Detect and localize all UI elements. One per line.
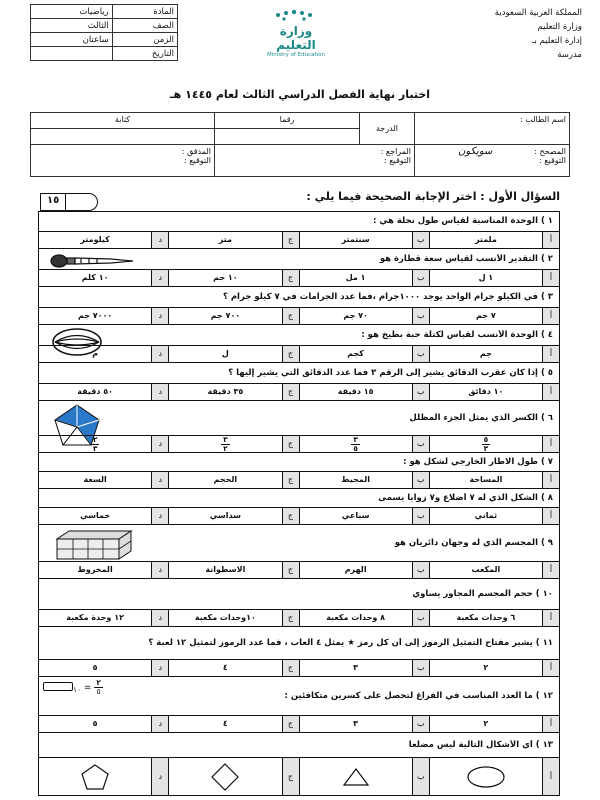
sign-label: التوقيع : bbox=[184, 156, 211, 165]
option-text: المكعب bbox=[471, 565, 501, 574]
option-letter: ج bbox=[282, 436, 299, 452]
options-row bbox=[39, 659, 559, 676]
option-text: ٢ bbox=[483, 663, 489, 672]
question-text: الشكل الذي له ٧ أضلاع و٧ زوايا يسمى bbox=[378, 492, 538, 503]
option-letter: ج bbox=[282, 562, 299, 578]
option-text: الاسطوانة bbox=[205, 565, 246, 574]
option-text: سنتمتر bbox=[341, 235, 370, 244]
question-stem: ٢ ) التقدير الأنسب لقياس سعة قطارة هو bbox=[379, 253, 553, 264]
option-text: ملمتر bbox=[474, 235, 497, 244]
school-name: مدرسة bbox=[557, 50, 582, 60]
answer-option[interactable] bbox=[168, 562, 298, 578]
option-letter: أ bbox=[542, 610, 559, 626]
option-fraction bbox=[39, 436, 151, 452]
question-text: الكسر الذي يمثل الجزء المظلل bbox=[409, 412, 538, 423]
question-row bbox=[39, 732, 559, 795]
answer-option[interactable] bbox=[429, 436, 559, 452]
question-number: ٥ bbox=[547, 367, 553, 378]
option-text: جم bbox=[479, 349, 492, 358]
blank-box[interactable] bbox=[43, 682, 73, 691]
section-title: السؤال الأول : اختر الإجابة الصحيحة فيما يلي : bbox=[306, 190, 560, 203]
answer-option[interactable] bbox=[39, 610, 168, 626]
option-letter: د bbox=[151, 308, 168, 324]
option-letter: أ bbox=[542, 660, 559, 676]
options-row bbox=[39, 345, 559, 362]
question-number: ٨ bbox=[547, 492, 553, 503]
answer-option[interactable] bbox=[299, 232, 429, 248]
option-text: السعة bbox=[83, 475, 107, 484]
ministry-name: وزارة التعليم bbox=[537, 22, 582, 32]
question-number: ١٣ bbox=[542, 739, 553, 750]
option-letter: ج bbox=[282, 384, 299, 400]
words-cell[interactable] bbox=[31, 129, 215, 145]
option-letter: د bbox=[151, 346, 168, 362]
answer-option[interactable] bbox=[168, 232, 298, 248]
option-letter: أ bbox=[542, 716, 559, 732]
option-text: ٨ وحدات مكعبة bbox=[326, 613, 386, 622]
answer-option[interactable] bbox=[39, 758, 168, 795]
option-text: ٢ bbox=[483, 719, 489, 728]
question-text: المجسم الذي له وجهان دائريان هو bbox=[394, 537, 538, 548]
student-name-label[interactable]: اسم الطالب : bbox=[415, 113, 570, 145]
question-stem: ٤ ) الوحدة الأنسب لقياس لكتلة حبة بطيخ هو : bbox=[361, 329, 553, 340]
option-letter: ب bbox=[412, 562, 429, 578]
option-letter: ج bbox=[282, 716, 299, 732]
question-stem: ١٢ ) ما العدد المناسب في الفراغ لتحصل على كسرين متكافئين : bbox=[284, 690, 553, 701]
question-text: الوحدة الأنسب لقياس لكتلة حبة بطيخ هو : bbox=[361, 329, 538, 340]
score-box bbox=[40, 193, 98, 211]
option-letter: ب bbox=[412, 436, 429, 452]
answer-option[interactable] bbox=[429, 660, 559, 676]
equation-fraction-right bbox=[94, 679, 103, 696]
options-row bbox=[39, 307, 559, 324]
answer-option[interactable] bbox=[299, 716, 429, 732]
question-row bbox=[39, 400, 559, 452]
sign-label: التوقيع : bbox=[539, 156, 566, 165]
question-row bbox=[39, 362, 559, 400]
option-text: ١٥ دقيقة bbox=[337, 387, 374, 396]
equation-fraction-left bbox=[43, 682, 81, 694]
answer-option[interactable] bbox=[168, 270, 298, 286]
question-row bbox=[39, 578, 559, 626]
question-stem: ١ ) الوحدة المناسبة لقياس طول نحلة هي : bbox=[373, 215, 553, 226]
question-stem: ٧ ) طول الاطار الخارجي لشكل هو : bbox=[403, 456, 553, 467]
answer-option[interactable] bbox=[168, 716, 298, 732]
corrector-label: المصحح : bbox=[534, 147, 566, 156]
ministry-logo bbox=[258, 4, 334, 58]
equation-num: ٢ bbox=[96, 678, 101, 687]
reviewer-label: المراجع : bbox=[380, 147, 411, 156]
info-row bbox=[31, 19, 178, 33]
question-text: طول الاطار الخارجي لشكل هو : bbox=[403, 456, 538, 467]
option-text: ١٠ دقائق bbox=[468, 387, 504, 396]
question-row bbox=[39, 212, 559, 248]
question-number: ٧ bbox=[547, 456, 553, 467]
option-letter: أ bbox=[542, 508, 559, 524]
option-letter: ب bbox=[412, 508, 429, 524]
fraction-equation: ١٠ = $\frac{٢}{٥}$ bbox=[43, 679, 139, 696]
reviewer-cell bbox=[215, 145, 415, 177]
header-institution bbox=[495, 6, 582, 62]
answer-option[interactable] bbox=[299, 270, 429, 286]
option-letter: د bbox=[151, 270, 168, 286]
option-letter: أ bbox=[542, 758, 559, 795]
question-text: في الكيلو جرام الواحد يوجد ١٠٠٠جرام ،فما عدد الجرامات في ٧ كيلو جرام ؟ bbox=[222, 291, 538, 302]
option-text: م bbox=[92, 349, 99, 358]
answer-option[interactable] bbox=[39, 436, 168, 452]
answer-option[interactable] bbox=[168, 346, 298, 362]
option-letter: د bbox=[151, 508, 168, 524]
option-text: ٥ bbox=[92, 663, 98, 672]
question-number: ٦ bbox=[547, 412, 553, 423]
option-text: خماسي bbox=[80, 511, 111, 520]
option-fraction bbox=[169, 436, 281, 452]
cubes-icon bbox=[43, 527, 139, 561]
question-number: ٣ bbox=[547, 291, 553, 302]
option-letter: د bbox=[151, 758, 168, 795]
logo-english-text: Ministry of Education bbox=[266, 52, 325, 58]
option-letter: ج bbox=[282, 508, 299, 524]
option-letter: د bbox=[151, 436, 168, 452]
option-letter: ب bbox=[412, 346, 429, 362]
option-text: ٧٠ جم bbox=[343, 311, 368, 320]
answer-option[interactable] bbox=[299, 436, 429, 452]
option-text: ١ مل bbox=[345, 273, 366, 282]
option-text: المحيط bbox=[341, 475, 370, 484]
question-row bbox=[39, 676, 559, 732]
question-number: ١ bbox=[547, 215, 553, 226]
answer-option[interactable] bbox=[429, 508, 559, 524]
option-text: ١٠ جم bbox=[213, 273, 238, 282]
checker-label: المدقق : bbox=[181, 147, 211, 156]
logo-arabic-text: وزارة التعليم bbox=[276, 24, 316, 52]
question-number: ١٢ bbox=[542, 690, 553, 701]
option-letter: أ bbox=[542, 384, 559, 400]
option-letter: أ bbox=[542, 562, 559, 578]
option-text: ٥٠ دقيقة bbox=[77, 387, 114, 396]
question-row bbox=[39, 452, 559, 488]
answer-option[interactable] bbox=[429, 472, 559, 488]
option-letter: ب bbox=[412, 232, 429, 248]
info-value: رياضيات bbox=[31, 5, 113, 19]
info-value: ساعتان bbox=[31, 33, 113, 47]
info-label: المادة bbox=[112, 5, 177, 19]
answer-option[interactable] bbox=[429, 308, 559, 324]
score-value: ١٥ bbox=[47, 195, 60, 206]
option-letter: ج bbox=[282, 660, 299, 676]
answer-option[interactable] bbox=[168, 384, 298, 400]
option-text: ٤ bbox=[222, 663, 228, 672]
question-stem: ١٣ ) أي الأشكال التالية ليس مضلعا bbox=[408, 739, 553, 750]
fraction-numerator: ٣ bbox=[223, 435, 228, 444]
question-text: أي الأشكال التالية ليس مضلعا bbox=[408, 739, 533, 750]
option-letter: ج bbox=[282, 610, 299, 626]
admin-name: إدارة التعليم بـ bbox=[532, 36, 582, 46]
option-letter: د bbox=[151, 384, 168, 400]
option-letter: ب bbox=[412, 472, 429, 488]
option-text: كيلومتر bbox=[80, 235, 110, 244]
question-number: ٢ bbox=[547, 253, 553, 264]
question-text: التقدير الأنسب لقياس سعة قطارة هو bbox=[379, 253, 538, 264]
question-text: ما العدد المناسب في الفراغ لتحصل على كسرين متكافئين : bbox=[284, 690, 533, 701]
option-letter: ب bbox=[412, 308, 429, 324]
option-letter: ج bbox=[282, 758, 299, 795]
answer-option[interactable] bbox=[39, 472, 168, 488]
option-text: ١٠ كلم bbox=[81, 273, 109, 282]
option-text: ٤ bbox=[222, 719, 228, 728]
answer-option[interactable] bbox=[429, 610, 559, 626]
question-stem: ٣ ) في الكيلو جرام الواحد يوجد ١٠٠٠جرام ،فما عدد الجرامات في ٧ كيلو جرام ؟ bbox=[222, 291, 553, 302]
info-row bbox=[31, 5, 178, 19]
answer-option[interactable] bbox=[39, 232, 168, 248]
student-info-table bbox=[30, 112, 570, 177]
checker-cell bbox=[31, 145, 215, 177]
options-row bbox=[39, 609, 559, 626]
option-letter: ج bbox=[282, 232, 299, 248]
option-text: سداسي bbox=[209, 511, 241, 520]
option-letter: أ bbox=[542, 346, 559, 362]
option-letter: ب bbox=[412, 660, 429, 676]
option-fraction bbox=[300, 436, 412, 452]
option-text: كجم bbox=[347, 349, 364, 358]
option-letter: أ bbox=[542, 436, 559, 452]
exam-title: اختبار نهاية الفصل الدراسي الثالث لعام ١٤٤٥ هـ bbox=[169, 88, 431, 101]
pentagon-icon bbox=[39, 758, 151, 795]
question-text: يشير مفتاح التمثيل الرموز إلى أن كل رمز ★ يمثل ٤ ألعاب ، فما عدد الرموز لتمثيل ١٢ لعبة ؟ bbox=[148, 637, 533, 648]
option-text: المساحة bbox=[469, 475, 503, 484]
answer-option[interactable] bbox=[429, 758, 559, 795]
questions-frame bbox=[38, 211, 560, 796]
option-text: سباعي bbox=[341, 511, 370, 520]
digits-label: رقما bbox=[215, 113, 360, 129]
question-text: حجم المجسم المجاور يساوي bbox=[412, 588, 533, 599]
fraction-denominator: ٣ bbox=[483, 444, 489, 453]
answer-option[interactable] bbox=[429, 346, 559, 362]
answer-option[interactable] bbox=[299, 384, 429, 400]
answer-option[interactable] bbox=[39, 508, 168, 524]
answer-option[interactable] bbox=[168, 758, 298, 795]
corrector-cell bbox=[415, 145, 570, 177]
answer-option[interactable] bbox=[168, 436, 298, 452]
answer-option[interactable] bbox=[299, 472, 429, 488]
answer-option[interactable] bbox=[168, 610, 298, 626]
answer-option[interactable] bbox=[168, 508, 298, 524]
option-text: ٥ bbox=[92, 719, 98, 728]
option-text: ٣٥ دقيقة bbox=[207, 387, 244, 396]
rhombus-icon bbox=[169, 758, 281, 795]
answer-option[interactable] bbox=[168, 660, 298, 676]
answer-option[interactable] bbox=[429, 232, 559, 248]
option-letter: ج bbox=[282, 346, 299, 362]
answer-option[interactable] bbox=[39, 270, 168, 286]
options-row bbox=[39, 561, 559, 578]
option-letter: د bbox=[151, 716, 168, 732]
info-label: الزمن bbox=[112, 33, 177, 47]
question-stem: ٥ ) إذا كان عقرب الدقائق يشير إلى الرقم ٣ فما عدد الدقائق التي يشير إليها ؟ bbox=[228, 367, 553, 378]
answer-option[interactable] bbox=[39, 562, 168, 578]
answer-option[interactable] bbox=[299, 562, 429, 578]
option-text: ٧ جم bbox=[476, 311, 496, 320]
option-letter: ج bbox=[282, 270, 299, 286]
option-text: ل bbox=[221, 349, 229, 358]
option-letter: د bbox=[151, 660, 168, 676]
info-row bbox=[31, 47, 178, 61]
options-row bbox=[39, 231, 559, 248]
options-row bbox=[39, 435, 559, 452]
option-text: ٧٠٠ جم bbox=[210, 311, 241, 320]
question-stem: ١١ ) يشير مفتاح التمثيل الرموز إلى أن كل رمز ★ يمثل ٤ ألعاب ، فما عدد الرموز لتمثيل ١٢ لعبة ؟ bbox=[148, 637, 553, 648]
info-label: الصف bbox=[112, 19, 177, 33]
sign-label: التوقيع : bbox=[384, 156, 411, 165]
triangle-icon bbox=[300, 758, 412, 795]
option-fraction bbox=[430, 436, 542, 452]
answer-option[interactable] bbox=[168, 472, 298, 488]
fraction-denominator: ٥ bbox=[353, 444, 358, 453]
question-row bbox=[39, 286, 559, 324]
fraction-numerator: ٣ bbox=[353, 435, 358, 444]
digits-cell[interactable] bbox=[215, 129, 360, 145]
answer-option[interactable] bbox=[39, 660, 168, 676]
question-text: إذا كان عقرب الدقائق يشير إلى الرقم ٣ فما عدد الدقائق التي يشير إليها ؟ bbox=[228, 367, 538, 378]
question-number: ٩ bbox=[547, 537, 553, 548]
option-text: متر bbox=[218, 235, 232, 244]
question-row bbox=[39, 488, 559, 524]
options-row bbox=[39, 383, 559, 400]
answer-option[interactable] bbox=[429, 270, 559, 286]
option-letter: ب bbox=[412, 758, 429, 795]
info-value: الثالث bbox=[31, 19, 113, 33]
equation-den: ٥ bbox=[96, 687, 101, 696]
answer-option[interactable] bbox=[168, 308, 298, 324]
option-text: ١٢ وحدة مكعبة bbox=[66, 613, 124, 622]
words-label: كتابة bbox=[31, 113, 215, 129]
corrector-signature: سويكون bbox=[458, 146, 493, 157]
options-row bbox=[39, 715, 559, 732]
option-letter: ب bbox=[412, 384, 429, 400]
option-text: ثماني bbox=[474, 511, 498, 520]
answer-option[interactable] bbox=[39, 716, 168, 732]
option-letter: د bbox=[151, 610, 168, 626]
info-value bbox=[31, 47, 113, 61]
answer-option[interactable] bbox=[39, 384, 168, 400]
logo-mark-icon bbox=[266, 7, 326, 23]
option-letter: أ bbox=[542, 308, 559, 324]
option-letter: ب bbox=[412, 270, 429, 286]
option-text: الحجم bbox=[213, 475, 238, 484]
option-letter: ب bbox=[412, 716, 429, 732]
question-number: ٤ bbox=[547, 329, 553, 340]
options-row bbox=[39, 757, 559, 795]
fraction-denominator: ٢ bbox=[223, 444, 228, 453]
option-text: ١ ل bbox=[478, 273, 494, 282]
question-number: ١٠ bbox=[542, 588, 553, 599]
info-row bbox=[31, 33, 178, 47]
option-text: ٦ وحدات مكعبة bbox=[456, 613, 516, 622]
answer-option[interactable] bbox=[299, 610, 429, 626]
answer-option[interactable] bbox=[299, 660, 429, 676]
option-text: ٧٠٠٠ جم bbox=[77, 311, 113, 320]
answer-option[interactable] bbox=[299, 346, 429, 362]
answer-option[interactable] bbox=[429, 384, 559, 400]
option-text: ٣ bbox=[353, 719, 359, 728]
country-name: المملكة العربية السعودية bbox=[494, 8, 582, 18]
dropper-icon bbox=[43, 251, 139, 271]
ellipse-icon bbox=[430, 758, 542, 795]
question-row bbox=[39, 324, 559, 362]
question-row bbox=[39, 524, 559, 578]
options-row bbox=[39, 471, 559, 488]
answer-option[interactable] bbox=[39, 308, 168, 324]
answer-option[interactable] bbox=[299, 758, 429, 795]
question-row bbox=[39, 626, 559, 676]
option-letter: ج bbox=[282, 472, 299, 488]
info-label: التاريخ bbox=[112, 47, 177, 61]
grade-label: الدرجة bbox=[360, 113, 415, 145]
question-stem: ٨ ) الشكل الذي له ٧ أضلاع و٧ زوايا يسمى bbox=[378, 492, 553, 503]
option-letter: د bbox=[151, 232, 168, 248]
subject-info-table bbox=[30, 4, 178, 61]
option-text: الهرم bbox=[344, 565, 367, 574]
question-row bbox=[39, 248, 559, 286]
fraction-numerator: ٥ bbox=[483, 435, 489, 444]
option-letter: د bbox=[151, 562, 168, 578]
option-text: ٣ bbox=[353, 663, 359, 672]
fraction-denominator: ٣ bbox=[92, 444, 98, 453]
option-text: ١٠وحدات مكعبة bbox=[194, 613, 256, 622]
option-letter: أ bbox=[542, 472, 559, 488]
answer-option[interactable] bbox=[299, 508, 429, 524]
question-stem: ٦ ) الكسر الذي يمثل الجزء المظلل bbox=[409, 412, 553, 423]
question-stem: ٩ ) المجسم الذي له وجهان دائريان هو bbox=[394, 537, 553, 548]
question-stem: ١٠ ) حجم المجسم المجاور يساوي bbox=[412, 588, 553, 599]
option-letter: أ bbox=[542, 270, 559, 286]
question-text: الوحدة المناسبة لقياس طول نحلة هي : bbox=[373, 215, 538, 226]
option-text: المخروط bbox=[77, 565, 113, 574]
options-row bbox=[39, 269, 559, 286]
options-row bbox=[39, 507, 559, 524]
option-letter: ج bbox=[282, 308, 299, 324]
equation-den-left: ١٠ bbox=[73, 684, 82, 694]
option-letter: ب bbox=[412, 610, 429, 626]
answer-option[interactable] bbox=[429, 562, 559, 578]
answer-option[interactable] bbox=[299, 308, 429, 324]
question-number: ١١ bbox=[542, 637, 553, 648]
fraction-numerator: ٢ bbox=[92, 435, 98, 444]
answer-option[interactable] bbox=[429, 716, 559, 732]
option-letter: أ bbox=[542, 232, 559, 248]
option-letter: د bbox=[151, 472, 168, 488]
answer-option[interactable] bbox=[39, 346, 168, 362]
